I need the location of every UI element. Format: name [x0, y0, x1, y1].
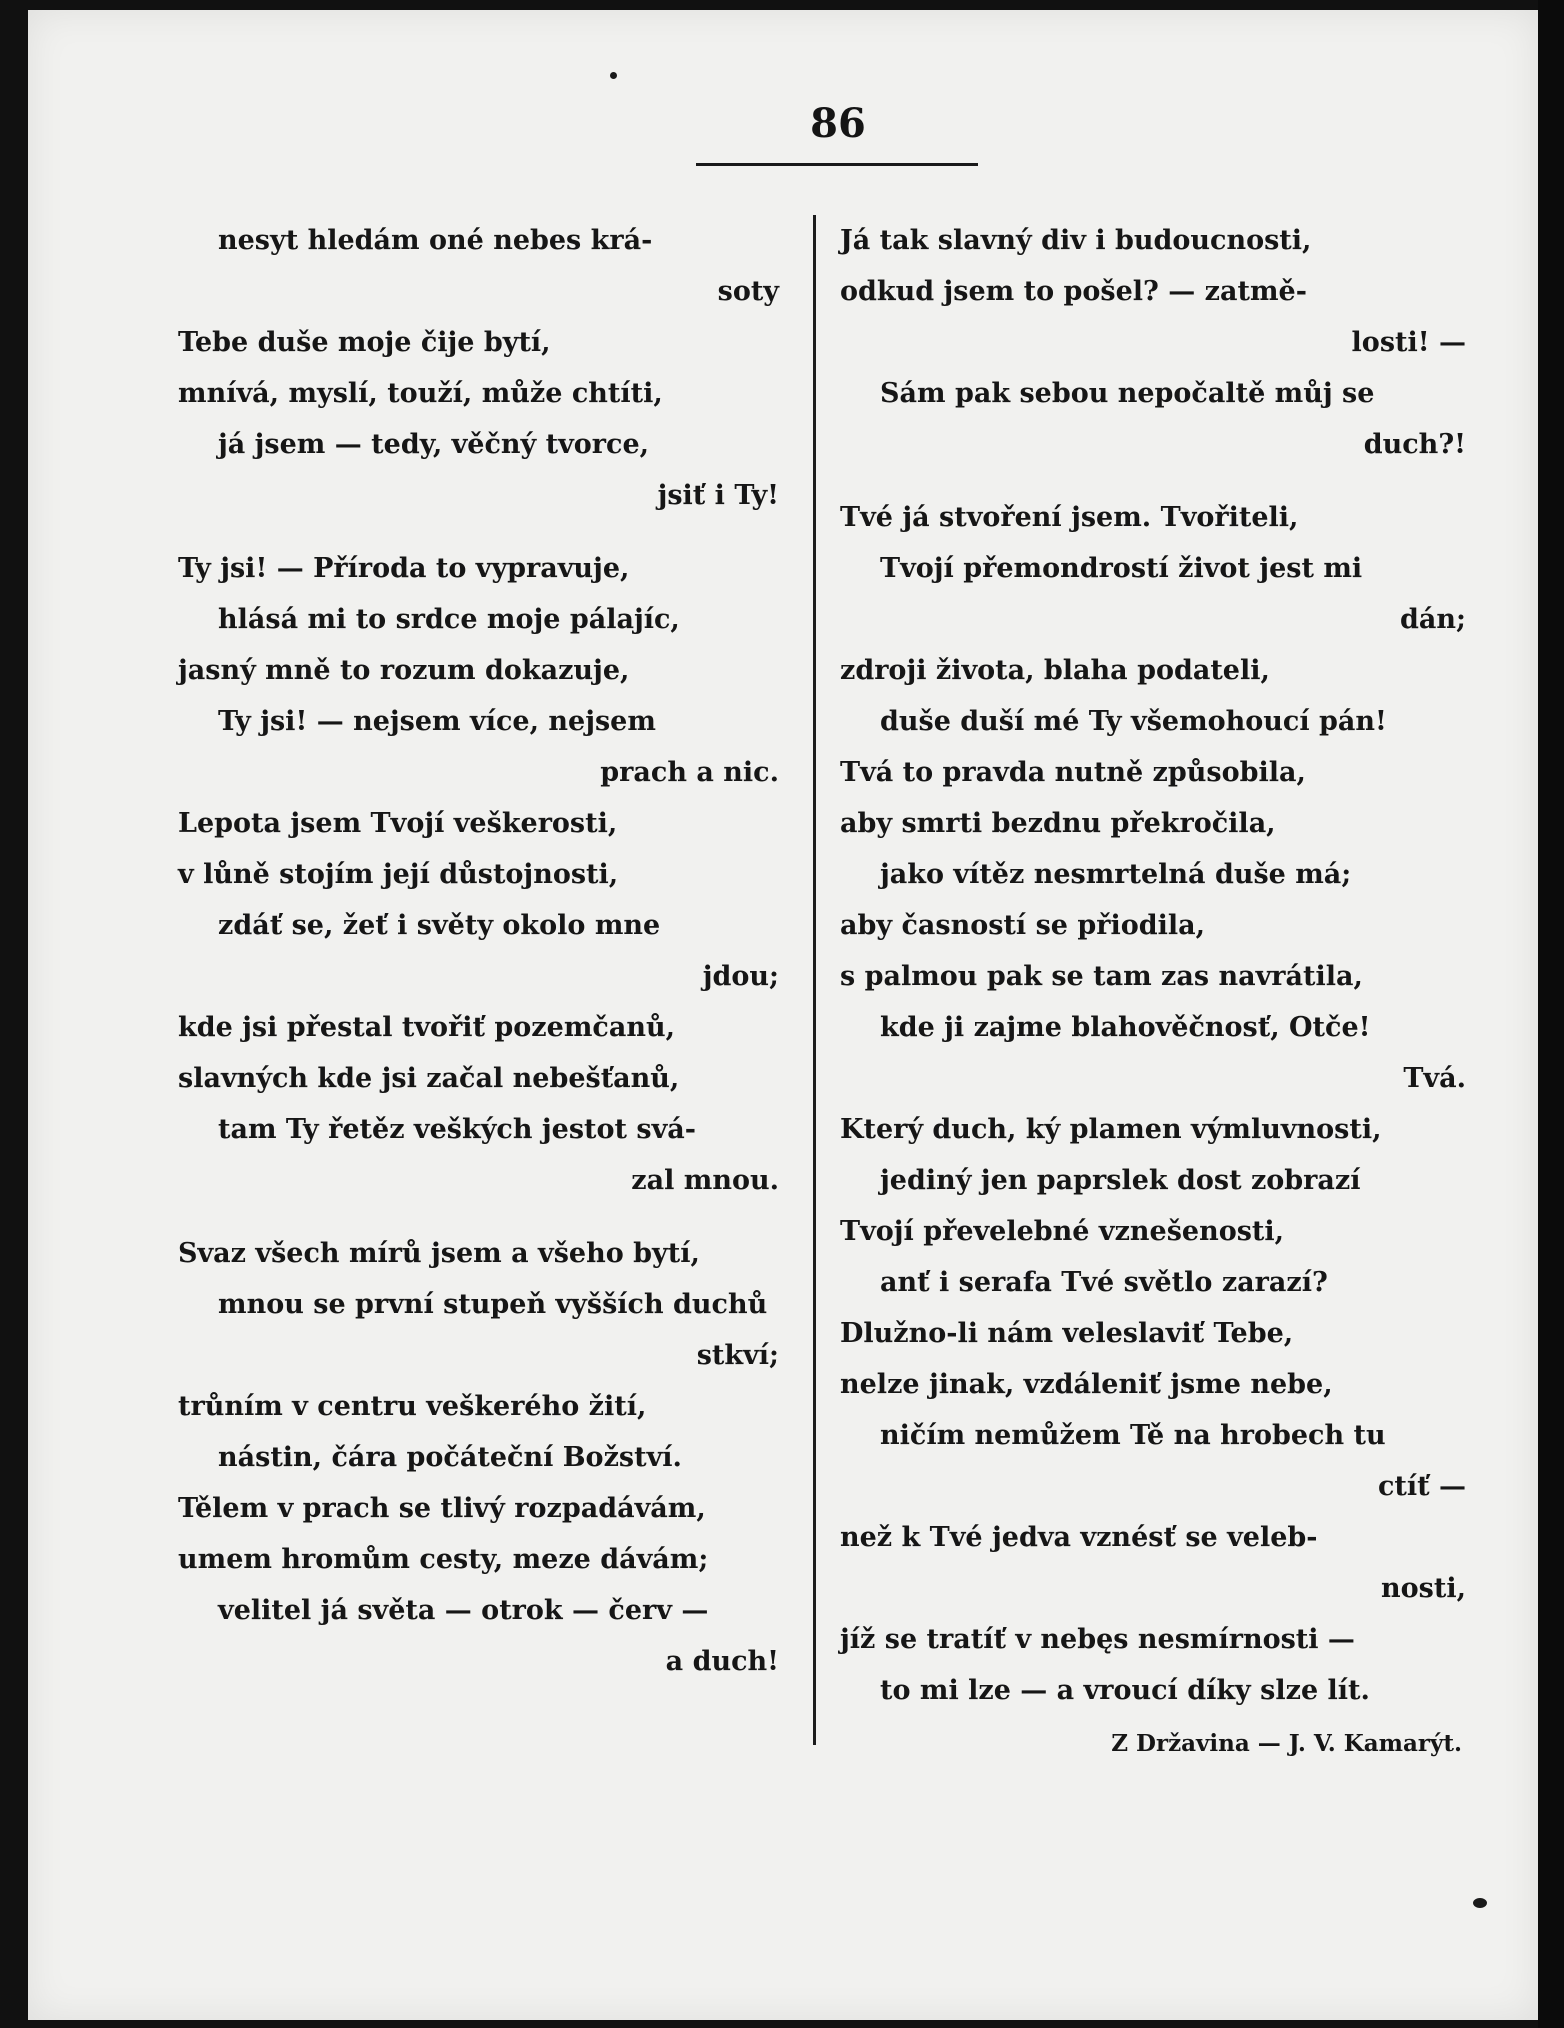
left-column-line: jsiť i Ty!	[657, 480, 779, 511]
right-column-line: ničím nemůžem Tě na hrobech tu	[880, 1420, 1386, 1451]
left-column-line: Tebe duše moje čije bytí,	[178, 327, 551, 358]
right-column-line: Tvojí přemondrostí život jest mi	[880, 553, 1363, 584]
right-column-line: odkud jsem to pošel? — zatmě-	[840, 276, 1307, 307]
right-column-line: ctíť —	[1377, 1471, 1466, 1502]
ink-speck	[610, 72, 617, 79]
right-column-line: aby časností se přiodila,	[840, 910, 1206, 941]
right-column-line: zdroji života, blaha podateli,	[840, 655, 1270, 686]
left-column-line: kde jsi přestal tvořiť pozemčanů,	[178, 1012, 675, 1043]
right-column-line: Dlužno-li nám veleslaviť Tebe,	[840, 1318, 1294, 1349]
left-column	[178, 215, 793, 1687]
right-column-line: aby smrti bezdnu překročila,	[840, 808, 1276, 839]
right-column-line: anť i serafa Tvé světlo zarazí?	[880, 1267, 1328, 1298]
left-column-line: tam Ty řetěz veškých jestot svá-	[218, 1114, 696, 1145]
left-column-line: mnou se první stupeň vyšších duchů	[218, 1289, 768, 1320]
right-column-line: losti! —	[1351, 327, 1466, 358]
signature: Z Državina — J. V. Kamarýt.	[1111, 1730, 1462, 1757]
right-column-line: dán;	[1400, 604, 1466, 635]
left-column-line: zal mnou.	[631, 1165, 779, 1196]
right-column-line: Já tak slavný div i budoucnosti,	[840, 225, 1312, 256]
left-column-line: zdáť se, žeť i světy okolo mne	[218, 910, 661, 941]
left-column-line: soty	[717, 276, 779, 307]
left-column-line: trůním v centru veškerého žití,	[178, 1391, 647, 1422]
left-column-line: Ty jsi! — nejsem více, nejsem	[218, 706, 656, 737]
left-column-line: jdou;	[702, 961, 779, 992]
left-column-line: hlásá mi to srdce moje pálajíc,	[218, 604, 680, 635]
ink-speck	[1473, 1898, 1487, 1908]
left-column-line: Lepota jsem Tvojí veškerosti,	[178, 808, 618, 839]
left-column-line: velitel já světa — otrok — červ —	[218, 1595, 709, 1626]
right-column-line: kde ji zajme blahověčnosť, Otče!	[880, 1012, 1371, 1043]
left-column-line: v lůně stojím její důstojnosti,	[178, 859, 619, 890]
left-column-line: mnívá, myslí, touží, může chtíti,	[178, 378, 663, 409]
left-column-line: prach a nic.	[600, 757, 779, 788]
header-rule	[696, 163, 978, 166]
right-column-line: nosti,	[1381, 1573, 1466, 1604]
right-column-line: nelze jinak, vzdáleniť jsme nebe,	[840, 1369, 1333, 1400]
right-column-line: jíž se tratíť v nebęs nesmírnosti —	[840, 1624, 1355, 1655]
left-column-line: Tělem v prach se tlivý rozpadávám,	[178, 1493, 706, 1524]
right-column-line: jediný jen paprslek dost zobrazí	[880, 1165, 1361, 1196]
right-column-line: Který duch, ký plamen výmluvnosti,	[840, 1114, 1382, 1145]
left-column-line: jasný mně to rozum dokazuje,	[178, 655, 630, 686]
left-column-line: stkví;	[696, 1340, 779, 1371]
right-column-line: Tvá to pravda nutně způsobila,	[840, 757, 1306, 788]
left-column-line: Svaz všech mírů jsem a všeho bytí,	[178, 1238, 700, 1269]
right-column-line: Tvojí převelebné vznešenosti,	[840, 1216, 1285, 1247]
right-column-line: s palmou pak se tam zas navrátila,	[840, 961, 1363, 992]
left-column-line: já jsem — tedy, věčný tvorce,	[218, 429, 650, 460]
right-column-line: to mi lze — a vroucí díky slze lít.	[880, 1675, 1370, 1706]
scan-edge	[1538, 0, 1564, 2028]
right-column	[840, 215, 1480, 1769]
right-column-line: Tvá.	[1403, 1063, 1466, 1094]
right-column-line: Tvé já stvoření jsem. Tvořiteli,	[840, 502, 1299, 533]
right-column-line: jako vítěz nesmrtelná duše má;	[880, 859, 1352, 890]
column-divider	[813, 215, 816, 1745]
right-column-line: duch?!	[1363, 429, 1466, 460]
right-column-line: duše duší mé Ty všemohoucí pán!	[880, 706, 1387, 737]
left-column-line: slavných kde jsi začal nebešťanů,	[178, 1063, 680, 1094]
left-column-line: umem hromům cesty, meze dávám;	[178, 1544, 709, 1575]
left-column-line: nástin, čára počáteční Božství.	[218, 1442, 682, 1473]
right-column-line: než k Tvé jedva vznésť se veleb-	[840, 1522, 1318, 1553]
left-column-line: nesyt hledám oné nebes krá-	[218, 225, 653, 256]
left-column-line: a duch!	[665, 1646, 779, 1677]
page-number: 86	[810, 100, 866, 147]
left-column-line: Ty jsi! — Příroda to vypravuje,	[178, 553, 630, 584]
right-column-line: Sám pak sebou nepočaltě můj se	[880, 378, 1375, 409]
page-sheet	[28, 10, 1538, 2020]
